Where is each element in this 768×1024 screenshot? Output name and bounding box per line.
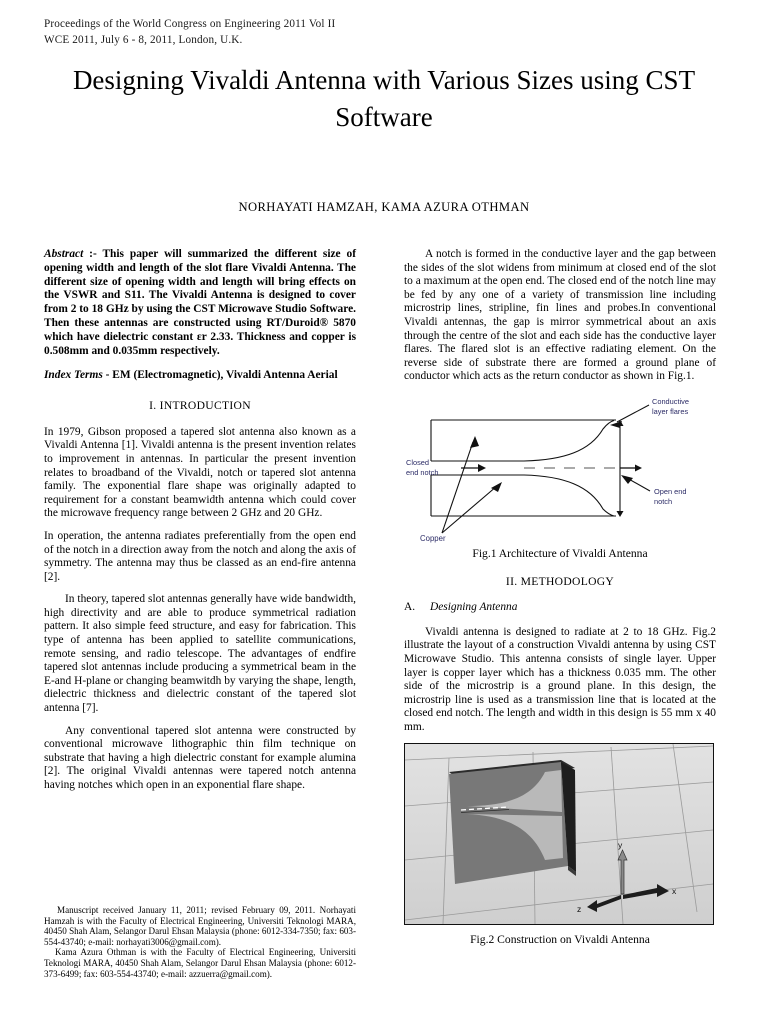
- author-list: NORHAYATI HAMZAH, KAMA AZURA OTHMAN: [238, 200, 530, 214]
- index-terms-block: [44, 369, 356, 383]
- subsection-heading-designing-antenna: [404, 601, 716, 615]
- left-column: [44, 248, 356, 802]
- intro-paragraph-2: In operation, the antenna radiates preferentially from the open end of the notch in a direction away from the notch and along the axis of symmetry. The antenna may thus be classed as an end-fire antenna [2].: [44, 529, 356, 583]
- open-end-arrow: [620, 464, 642, 471]
- label-open-end-notch-line1: Open end: [654, 486, 687, 496]
- label-conductive-layer-flares-line2: layer flares: [652, 406, 689, 416]
- index-terms-text: EM (Electromagnetic), Vivaldi Antenna Aerial: [112, 369, 338, 382]
- figure-1-caption: Fig.1 Architecture of Vivaldi Antenna: [472, 546, 648, 560]
- label-open-end-notch-line2: notch: [654, 496, 673, 506]
- running-header: [44, 17, 464, 48]
- conductive-layer-leader: [610, 405, 649, 428]
- abstract-text: This paper will summarized the different size of opening width and length of the slot flare Vivaldi Antenna. The different size of opening width and length will bring effects on the VSWR and S11. The Vivaldi Antenna is designed to cover from 2 to 18 GHz by using the CST Microwave Studio Software. Then these antennas are constructed using RT/Duroid® 5870 which have dielectric constant εr 2.33. Thickness and copper is 0.508mm and 0.035mm respectively.: [44, 248, 356, 357]
- label-conductive-layer-flares-line1: Conductive: [652, 396, 689, 406]
- section-heading-methodology: II. METHODOLOGY: [505, 574, 615, 588]
- copper-leaders: [442, 436, 502, 533]
- abstract-label: Abstract: [44, 248, 84, 260]
- figure-2: [404, 743, 716, 947]
- figure-1-drawing: [404, 393, 716, 543]
- right-column: [404, 248, 716, 947]
- label-closed-end-notch-line2: end notch: [406, 467, 439, 477]
- index-terms-label: Index Terms: [44, 369, 103, 382]
- right-paragraph-1: A notch is formed in the conductive layer and the gap between the sides of the slot widens from minimum at closed end of the slot to a maximum at the open end. The closed end of the notch line may be fed by any one of a variety of transmission line including microstrip lines, stripline, fin lines and probes.In conventional Vivaldi antennas, the gap is mirror symmetrical about an axis through the centre of the slot and each side has the conductive layer flares. The flared slot is an effective radiating element. On the reverse side of substrate there are formed a ground plane of conductor which acts as the return conductor as shown in Fig.1.: [404, 248, 716, 383]
- footnote-manuscript-note: Manuscript received January 11, 2011; revised February 09, 2011. Norhayati Hamzah is with the Faculty of Electrical Engineering, Universiti Teknologi MARA, 40450 Shah Alam, Selangor Darul Ehsan Malaysia (phone: 6012-334-7350; fax: 603-554-43740; e-mail: norhayati3006@gmail.com).: [44, 905, 356, 947]
- subsection-title: Designing Antenna: [430, 601, 518, 614]
- figure-2-axis-label-x: x: [672, 886, 677, 897]
- figure-2-image: [404, 743, 714, 925]
- figure-1: [404, 393, 716, 545]
- running-header-line2: WCE 2011, July 6 - 8, 2011, London, U.K.: [44, 33, 243, 46]
- abstract-separator: :-: [83, 248, 103, 260]
- intro-paragraph-3: In theory, tapered slot antennas generally have wide bandwidth, high directivity and are able to produce symmetrical radiation pattern. It also simple feed structure, and easy for fabrication. This type of antenna has been applied to satellite communications, remote sensing, and radio telescope. The advantages of endfire tapered slot antennas include producing a symmetrical beam in the E-and H-plane or changing beamwitdh by varying the shape, length, dielectric thickness and dielectric constant of the tapered slot antenna [7].: [44, 593, 356, 715]
- right-paragraph-2: Vivaldi antenna is designed to radiate at 2 to 18 GHz. Fig.2 illustrate the layout of a construction Vivaldi antenna by using CST Microwave Studio. This antenna consists of single layer. Upper layer is copper layer which has a thickness 0.035 mm. The other side of the microstrip is a ground plane. In this design, the microstrip line is used as a transmission line that is located at the closed end notch. The length and width in this design is 55 mm x 40 mm.: [404, 625, 716, 733]
- intro-paragraph-1: In 1979, Gibson proposed a tapered slot antenna also known as a Vivaldi Antenna [1]. Vivaldi antenna is the present invention relates to improvement in antennas. In particular the present invention relates to broadband of the Vivaldi, notch or tapered slot antenna family. The exponential flare shape was originally adapted to requirement for a constant beamwidth antenna which could cover the microwave frequency range between 2 GHz and 20 GHz.: [44, 425, 356, 520]
- page-title: Designing Vivaldi Antenna with Various Sizes using CST Software: [72, 65, 696, 132]
- footnote-author-note: Kama Azura Othman is with the Faculty of Electrical Engineering, Universiti Teknologi MARA, 40450 Shah Alam, Selangor Darul Ehsan Malaysia (phone: 6012-373-6499; fax: 603-554-43740; e-mail: azzuerra@gmail.com).: [44, 947, 356, 979]
- label-closed-end-notch-line1: Closed: [406, 457, 430, 467]
- section-heading-introduction: I. INTRODUCTION: [149, 399, 251, 413]
- abstract-block: [44, 248, 356, 358]
- index-terms-separator: -: [102, 369, 113, 382]
- figure-2-drawing: [405, 744, 713, 924]
- figure-2-caption: Fig.2 Construction on Vivaldi Antenna: [470, 933, 650, 947]
- intro-paragraph-4: Any conventional tapered slot antenna were constructed by conventional microwave lithographic thin film technique on substrate that having a high dielectric constant for example alumina [2]. The original Vivaldi antennas were tapered notch antenna having notches which open in an exponential flare shape.: [44, 724, 356, 792]
- open-end-notch-leader: [621, 475, 650, 491]
- subsection-letter: A.: [404, 601, 416, 614]
- running-header-line1: Proceedings of the World Congress on Engineering 2011 Vol II: [44, 18, 336, 30]
- footnote-block: [44, 905, 356, 979]
- label-copper: Copper: [420, 533, 446, 543]
- figure-2-axis-label-z: z: [577, 904, 582, 915]
- figure-2-axis-label-y: y: [618, 840, 623, 851]
